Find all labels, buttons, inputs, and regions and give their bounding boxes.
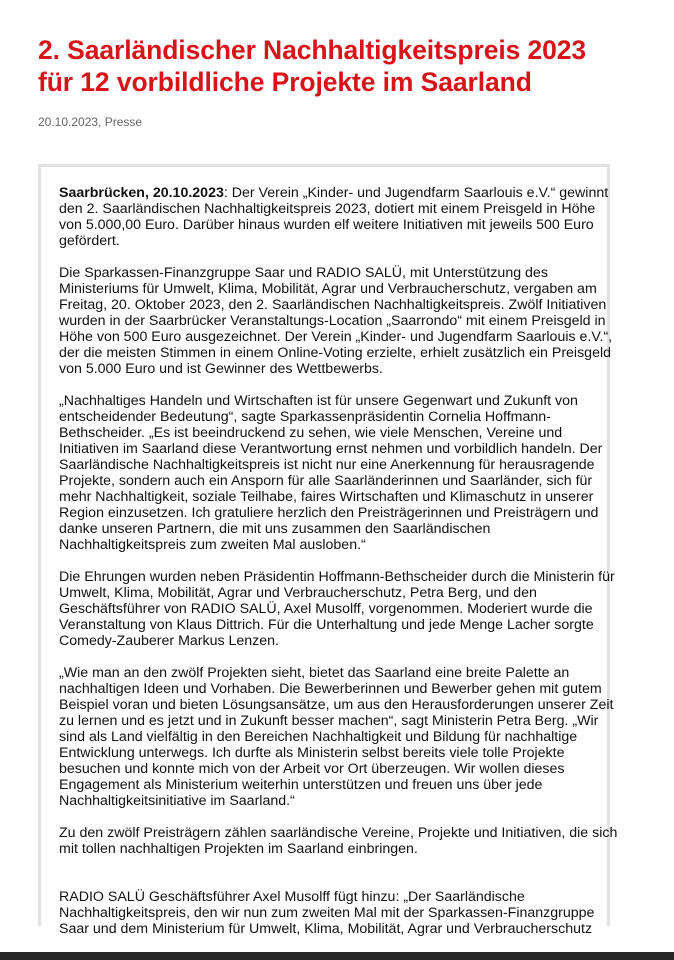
paragraph (59, 889, 609, 937)
paragraph (59, 825, 618, 857)
text-line: wurden in der Saarbrücker Veranstaltungs-Location „Saarrondo“ mit einem Preisgeld in (59, 313, 606, 329)
text-line: Die Ehrungen wurden neben Präsidentin Hoffmann-Bethscheider durch die Ministerin für (59, 569, 615, 585)
article-meta: 20.10.2023, Presse (38, 115, 143, 129)
text-line: Geschäftsführer von RADIO SALÜ, Axel Musolff, vorgenommen. Moderiert wurde die (59, 601, 593, 617)
text-line: Höhe von 500 Euro ausgezeichnet. Der Verein „Kinder- und Jugendfarm Saarlouis e.V.“, (59, 329, 613, 345)
paragraph-intro (59, 185, 609, 249)
text-line: Comedy-Zauberer Markus Lenzen. (59, 633, 280, 649)
text-line: gefördert. (59, 233, 120, 249)
text-line (59, 185, 609, 201)
text-line: „Nachhaltiges Handeln und Wirtschaften ist für unsere Gegenwart und Zukunft von (59, 393, 578, 409)
text-line: RADIO SALÜ Geschäftsführer Axel Musolff fügt hinzu: „Der Saarländische (59, 889, 525, 905)
text-line: entscheidender Bedeutung“, sagte Sparkassenpräsidentin Cornelia Hoffmann- (59, 409, 551, 425)
text-line: Freitag, 20. Oktober 2023, den 2. Saarländischen Nachhaltigkeitspreis. Zwölf Initiativen (59, 297, 607, 313)
text-line: Zu den zwölf Preisträgern zählen saarländische Vereine, Projekte und Initiativen, die sich (59, 825, 618, 841)
bottom-bar (0, 952, 674, 960)
text-line: von 5.000 Euro und ist Gewinner des Wettbewerbs. (59, 361, 383, 377)
paragraph (59, 665, 614, 809)
text-line: Projekte, sondern auch ein Ansporn für alle Saarländerinnen und Saarländer, sich für (59, 473, 593, 489)
text-line: Nachhaltigkeitsinitiative im Saarland.“ (59, 793, 295, 809)
text-line: Saar und dem Ministerium für Umwelt, Klima, Mobilität, Agrar und Verbraucherschutz (59, 921, 593, 937)
dateline: Saarbrücken, 20.10.2023 (59, 185, 224, 201)
text-line: mit tollen nachhaltigen Projekten im Saarland einbringen. (59, 841, 418, 857)
title-line: 2. Saarländischer Nachhaltigkeitspreis 2023 (38, 35, 587, 65)
text-line: von 5.000,00 Euro. Darüber hinaus wurden elf weitere Initiativen mit jeweils 500 Euro (59, 217, 594, 233)
text-line: besuchen und konnte mich von der Arbeit vor Ort überzeugen. Wir wollen dieses (59, 761, 565, 777)
text-line: Bethscheider. „Es ist beeindruckend zu sehen, wie viele Menschen, Vereine und (59, 425, 563, 441)
spacer (59, 873, 609, 889)
text-line: Nachhaltigkeitspreis, den wir nun zum zweiten Mal mit der Sparkassen-Finanzgruppe (59, 905, 595, 921)
text-line: Nachhaltigkeitspreis zum zweiten Mal ausloben.“ (59, 537, 366, 553)
text-line: Beispiel voran und bieten Lösungsansätze, um aus den Herausforderungen unserer Zeit (59, 697, 614, 713)
text-line: Veranstaltung von Klaus Dittrich. Für die Unterhaltung und jede Menge Lacher sorgte (59, 617, 594, 633)
text-line: sind als Land vielfältig in den Bereichen Nachhaltigkeit und Bildung für nachhaltige (59, 729, 578, 745)
text-line: der die meisten Stimmen in einem Online-Voting erzielte, erhielt zusätzlich ein Preisgeld (59, 345, 612, 361)
text-line: Die Sparkassen-Finanzgruppe Saar und RADIO SALÜ, mit Unterstützung des (59, 265, 548, 281)
text-line: Initiativen im Saarland diese Verantwortung ernst nehmen und vorbildlich handeln. Der (59, 441, 603, 457)
text-line: danke unseren Partnern, die mit uns zusammen den Saarländischen (59, 521, 491, 537)
text-line: Region einzusetzen. Ich gratuliere herzlich den Preisträgerinnen und Preisträgern und (59, 505, 599, 521)
text-line: „Wie man an den zwölf Projekten sieht, bietet das Saarland eine breite Palette an (59, 665, 570, 681)
text-fragment: : Der Verein „Kinder- und Jugendfarm Saarlouis e.V.“ gewinnt (223, 185, 609, 201)
text-line: Engagement als Ministerium weiterhin unterstützen und freuen uns über jede (59, 777, 543, 793)
title-line: für 12 vorbildliche Projekte im Saarland (38, 67, 532, 97)
text-line: zu lernen und es jetzt und in Zukunft besser machen“, sagt Ministerin Petra Berg. „Wir (59, 713, 599, 729)
text-line: Ministeriums für Umwelt, Klima, Mobilität, Agrar und Verbraucherschutz, vergaben am (59, 281, 597, 297)
text-line: den 2. Saarländischen Nachhaltigkeitspreis 2023, dotiert mit einem Preisgeld in Höhe (59, 201, 596, 217)
article-body (59, 185, 618, 953)
article-title (38, 34, 586, 98)
text-line: Umwelt, Klima, Mobilität, Agrar und Verbraucherschutz, Petra Berg, und den (59, 585, 537, 601)
text-line: Saarländische Nachhaltigkeitspreis ist nicht nur eine Anerkennung für herausragende (59, 457, 595, 473)
article-body-box (38, 164, 618, 937)
text-line: nachhaltigen Ideen und Vorhaben. Die Bewerberinnen und Bewerber gehen mit gutem (59, 681, 602, 697)
paragraph (59, 265, 613, 377)
paragraph (59, 569, 615, 649)
paragraph (59, 393, 609, 553)
text-line: Entwicklung unterwegs. Ich durfte als Ministerin selbst bereits viele tolle Projekte (59, 745, 565, 761)
text-line: mehr Nachhaltigkeit, soziale Teilhabe, faires Wirtschaften und Klimaschutz in unserer (59, 489, 594, 505)
